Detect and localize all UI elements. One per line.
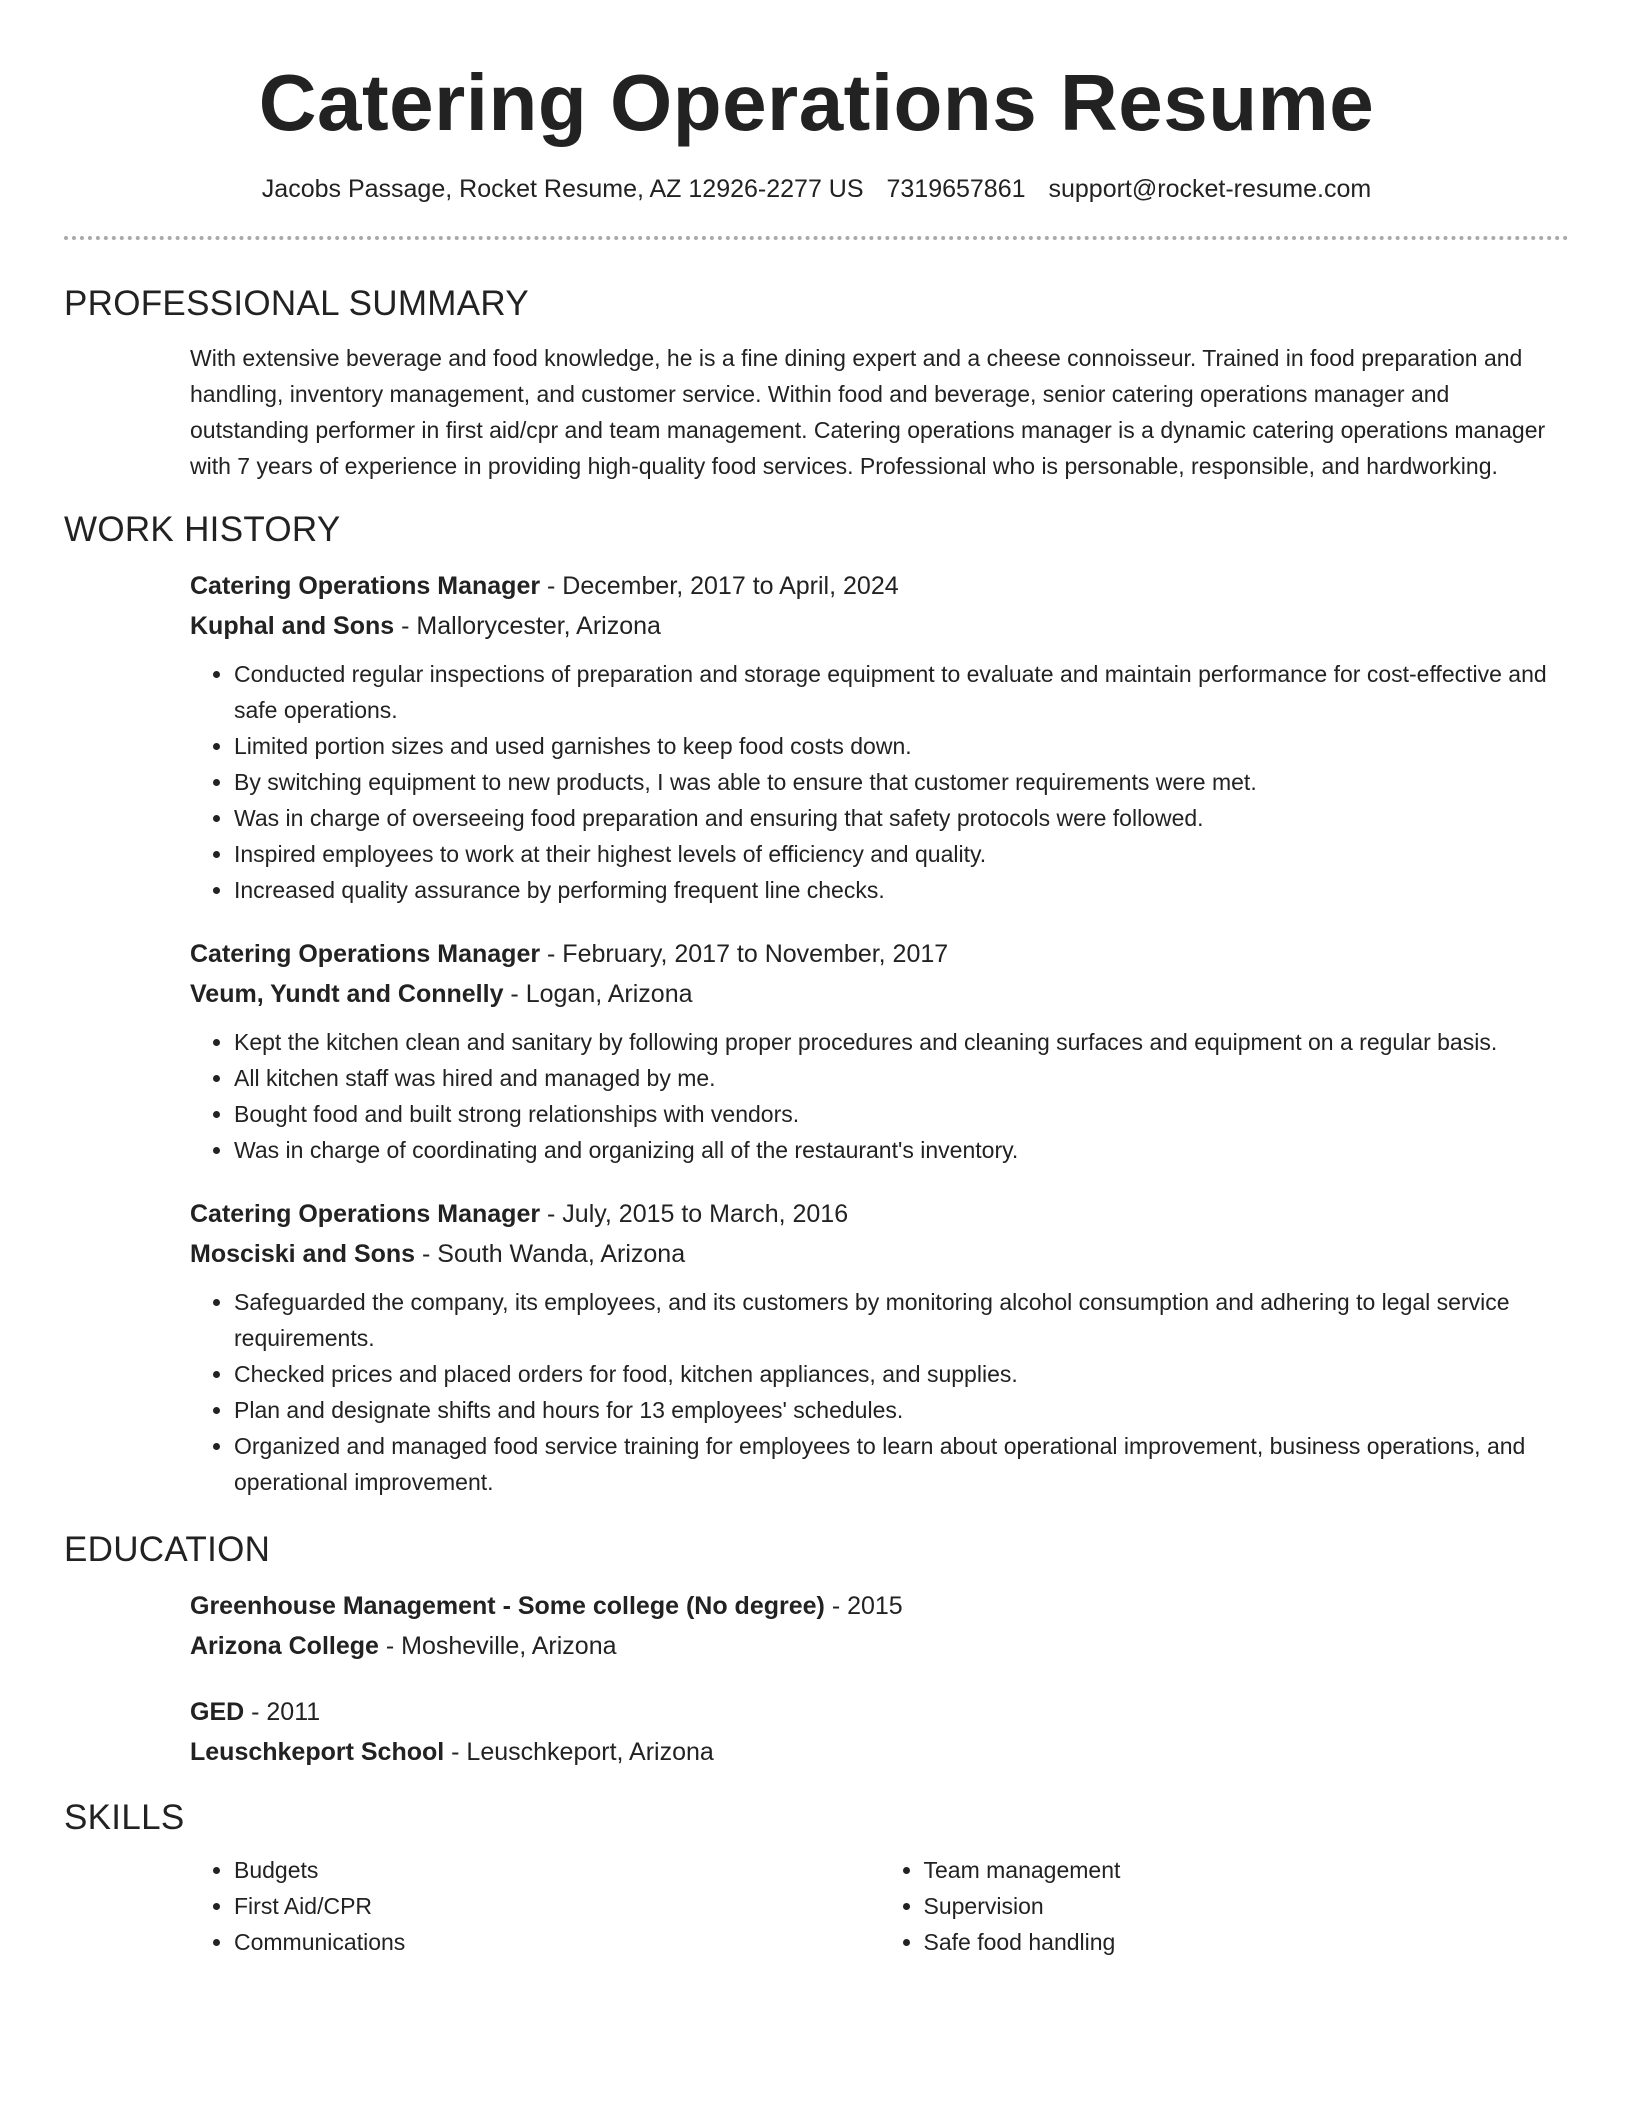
skill-item: • Team management [924,1852,1570,1888]
contact-email: support@rocket-resume.com [1048,175,1372,203]
job-bullets [190,1284,1569,1500]
education-location: - Leuschkeport, Arizona [444,1738,714,1766]
education-school-line [190,1626,1569,1666]
contact-phone: 7319657861 [886,175,1026,203]
list-item: • Increased quality assurance by performing frequent line checks. [234,872,1569,908]
job-location: - Mallorycester, Arizona [394,612,661,640]
header-divider [64,236,1569,240]
section-heading-work-history: WORK HISTORY [64,510,341,549]
list-item: • Kept the kitchen clean and sanitary by following proper procedures and cleaning surfaces and equipment on a regular basis. [234,1024,1569,1060]
job-company-line [190,1234,1569,1274]
job-entry [190,566,1569,908]
job-company: Mosciski and Sons [190,1240,416,1268]
resume-page [64,0,1569,1960]
education-section [64,1530,1569,1772]
job-dates: - February, 2017 to November, 2017 [540,940,949,968]
job-company: Veum, Yundt and Connelly [190,980,504,1008]
skills-grid [190,1852,1569,1960]
education-degree: GED [190,1698,245,1726]
job-company-line [190,974,1569,1014]
education-school-line [190,1732,1569,1772]
job-company: Kuphal and Sons [190,612,395,640]
list-item: • Conducted regular inspections of preparation and storage equipment to evaluate and maintain performance for cost-effective and safe operations. [234,656,1569,728]
job-title-line [190,934,1569,974]
job-title-line [190,1194,1569,1234]
section-heading-education: EDUCATION [64,1530,271,1569]
education-year: - 2011 [244,1698,321,1726]
job-entry [190,934,1569,1168]
skill-item: • Safe food handling [924,1924,1570,1960]
skills-list-left [190,1852,880,1960]
education-school: Leuschkeport School [190,1738,445,1766]
job-title-line [190,566,1569,606]
job-entry [190,1194,1569,1500]
skill-item: • Supervision [924,1888,1570,1924]
education-degree: Greenhouse Management - Some college (No degree) [190,1592,825,1620]
job-company-line [190,606,1569,646]
list-item: • Was in charge of coordinating and organizing all of the restaurant's inventory. [234,1132,1569,1168]
list-item: • Inspired employees to work at their highest levels of efficiency and quality. [234,836,1569,872]
job-title: Catering Operations Manager [190,940,541,968]
list-item: • Plan and designate shifts and hours for 13 employees' schedules. [234,1392,1569,1428]
section-heading-summary: PROFESSIONAL SUMMARY [64,284,529,323]
section-heading-skills: SKILLS [64,1798,185,1837]
education-degree-line [190,1586,1569,1626]
skill-item: • Communications [234,1924,880,1960]
job-location: - South Wanda, Arizona [415,1240,686,1268]
job-title: Catering Operations Manager [190,1200,541,1228]
job-title: Catering Operations Manager [190,572,541,600]
education-entry [190,1692,1569,1772]
list-item: • Organized and managed food service training for employees to learn about operational improvement, business operations, and operational improvement. [234,1428,1569,1500]
skill-item: • First Aid/CPR [234,1888,880,1924]
list-item: • Limited portion sizes and used garnishes to keep food costs down. [234,728,1569,764]
resume-title: Catering Operations Resume [258,58,1375,147]
contact-line [64,174,1569,204]
job-bullets [190,656,1569,908]
list-item: • Safeguarded the company, its employees, and its customers by monitoring alcohol consumption and adhering to legal service requirements. [234,1284,1569,1356]
education-school: Arizona College [190,1632,379,1660]
list-item: • All kitchen staff was hired and managed by me. [234,1060,1569,1096]
education-degree-line [190,1692,1569,1732]
job-location: - Logan, Arizona [503,980,693,1008]
education-entry [190,1586,1569,1666]
education-year: - 2015 [824,1592,903,1620]
list-item: • Was in charge of overseeing food preparation and ensuring that safety protocols were followed. [234,800,1569,836]
list-item: • Checked prices and placed orders for food, kitchen appliances, and supplies. [234,1356,1569,1392]
skills-list-right [880,1852,1570,1960]
skill-item: • Budgets [234,1852,880,1888]
list-item: • Bought food and built strong relationships with vendors. [234,1096,1569,1132]
education-location: - Mosheville, Arizona [378,1632,617,1660]
work-history-section [64,510,1569,1500]
job-dates: - December, 2017 to April, 2024 [540,572,899,600]
job-dates: - July, 2015 to March, 2016 [540,1200,849,1228]
job-bullets [190,1024,1569,1168]
contact-address: Jacobs Passage, Rocket Resume, AZ 12926-2277 US [261,175,864,203]
summary-section [64,284,1569,484]
skills-section [64,1798,1569,1960]
list-item: • By switching equipment to new products, I was able to ensure that customer requirements were met. [234,764,1569,800]
summary-text: With extensive beverage and food knowledge, he is a fine dining expert and a cheese connoisseur. Trained in food preparation and handling, inventory management, and customer service. Within food and beverage, senior catering operations manager and outstanding performer in first aid/cpr and team management. Catering operations manager is a dynamic catering operations manager with 7 years of experience in providing high-quality food services. Professional who is personable, responsible, and hardworking. [190,345,1546,479]
